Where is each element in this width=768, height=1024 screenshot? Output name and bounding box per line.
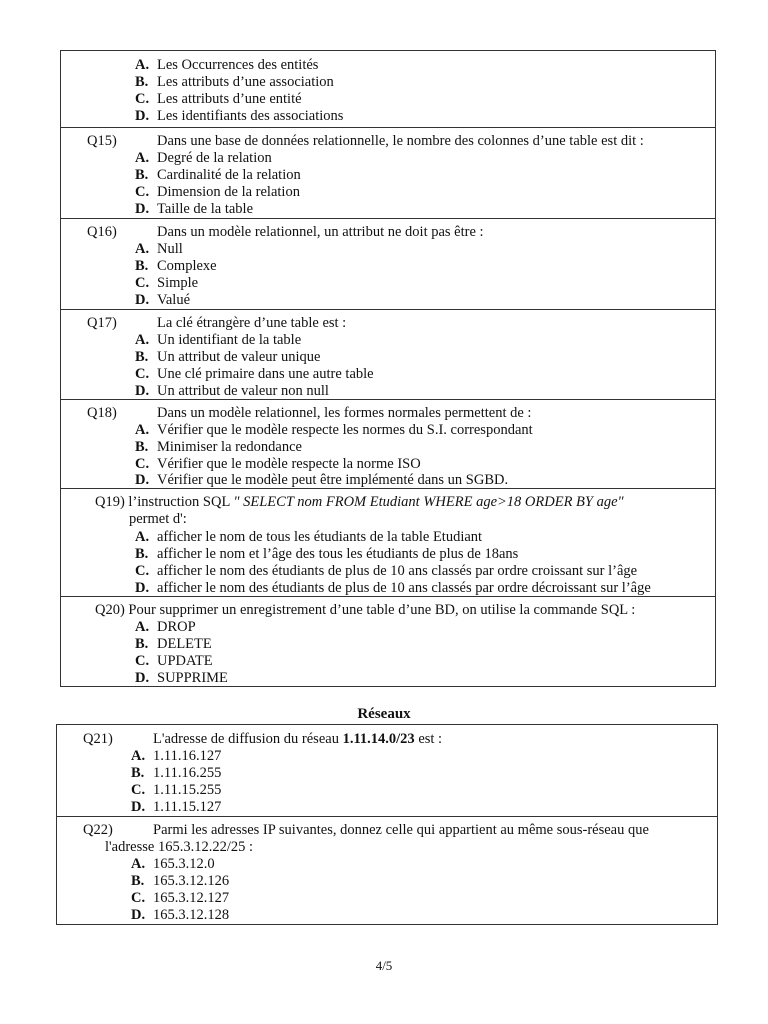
option-a: A. Degré de la relation [135,150,272,166]
option-c: C. Dimension de la relation [135,184,300,200]
option-b: B. 165.3.12.126 [131,873,230,889]
option-c: C. Simple [135,275,199,291]
question-text: Dans une base de données relationnelle, le nombre des colonnes d’une table est dit : [157,133,644,149]
question-prefix: Q19) l’instruction SQL [95,494,230,510]
option-d: D. Valué [135,292,191,308]
option-a: A. 165.3.12.0 [131,856,215,872]
question-number: Q15) [87,133,117,149]
option-b: B. DELETE [135,636,212,652]
option-d: D. Vérifier que le modèle peut être implémenté dans un SGBD. [135,472,509,488]
network-address: 1.11.14.0/23 [342,731,415,747]
option-b: B. Cardinalité de la relation [135,167,301,183]
question-text: Dans un modèle relationnel, les formes normales permettent de : [157,405,532,421]
question-number: Q21) [83,731,113,747]
option-b: B. Complexe [135,258,217,274]
option-c: C. Une clé primaire dans une autre table [135,366,374,382]
question-q15 [61,127,715,219]
qcm-table-databases [60,50,716,687]
option-a: A. DROP [135,619,196,635]
question-q21 [57,725,717,816]
question-number: Q17) [87,315,117,331]
option-c: C. Les attributs d’une entité [135,91,302,107]
question-q17 [61,309,715,400]
option-a: A. 1.11.16.127 [131,748,222,764]
option-d: D. Un attribut de valeur non null [135,383,329,399]
option-a: A. Un identifiant de la table [135,332,302,348]
question-q16 [61,218,715,310]
option-d: D. 1.11.15.127 [131,799,222,815]
question-q19 [61,488,715,597]
option-c: C. 165.3.12.127 [131,890,230,906]
question-text-continued: l'adresse 165.3.12.22/25 : [105,839,253,855]
option-c: C. UPDATE [135,653,213,669]
option-b: B. Minimiser la redondance [135,439,302,455]
option-d: D. Les identifiants des associations [135,108,344,124]
question-text: Dans un modèle relationnel, un attribut ne doit pas être : [157,224,484,240]
option-d: D. afficher le nom des étudiants de plus de 10 ans classés par ordre décroissant sur l’âge [135,580,651,596]
option-b: B. 1.11.16.255 [131,765,222,781]
option-d: D. 165.3.12.128 [131,907,230,923]
question-text [95,494,624,510]
option-a: A. Null [135,241,183,257]
question-number: Q22) [83,822,113,838]
page-number: 4/5 [375,958,393,973]
option-a: A. afficher le nom de tous les étudiants de la table Etudiant [135,529,483,545]
section-title-reseaux: Réseaux [357,706,411,722]
question-text: La clé étrangère d’une table est : [157,315,347,331]
question-q20 [61,596,715,687]
question-number: Q16) [87,224,117,240]
qcm-table-networks [56,724,718,925]
option-c: C. afficher le nom des étudiants de plus de 10 ans classés par ordre croissant sur l’âge [135,563,638,579]
option-c: C. 1.11.15.255 [131,782,222,798]
question-text: Q20) Pour supprimer un enregistrement d’une table d’une BD, on utilise la commande SQL : [95,602,636,618]
option-b: B. afficher le nom et l’âge des tous les étudiants de plus de 18ans [135,546,519,562]
question-q18 [61,399,715,489]
question-text: Parmi les adresses IP suivantes, donnez celle qui appartient au même sous-réseau que [153,822,649,838]
option-c: C. Vérifier que le modèle respecte la norme ISO [135,456,421,472]
option-a: A. Vérifier que le modèle respecte les normes du S.I. correspondant [135,422,533,438]
option-d: D. Taille de la table [135,201,254,217]
option-b: B. Un attribut de valeur unique [135,349,321,365]
sql-statement: " SELECT nom FROM Etudiant WHERE age>18 ORDER BY age" [233,494,624,510]
question-number: Q18) [87,405,117,421]
option-a: A. Les Occurrences des entités [135,57,319,73]
option-d: D. SUPPRIME [135,670,228,686]
question-q22 [57,816,717,925]
option-b: B. Les attributs d’une association [135,74,334,90]
question-text-continued: permet d': [129,511,187,527]
question-text: L'adresse de diffusion du réseau 1.11.14.0/23 est : [153,731,443,747]
question-q14-options [61,51,715,127]
